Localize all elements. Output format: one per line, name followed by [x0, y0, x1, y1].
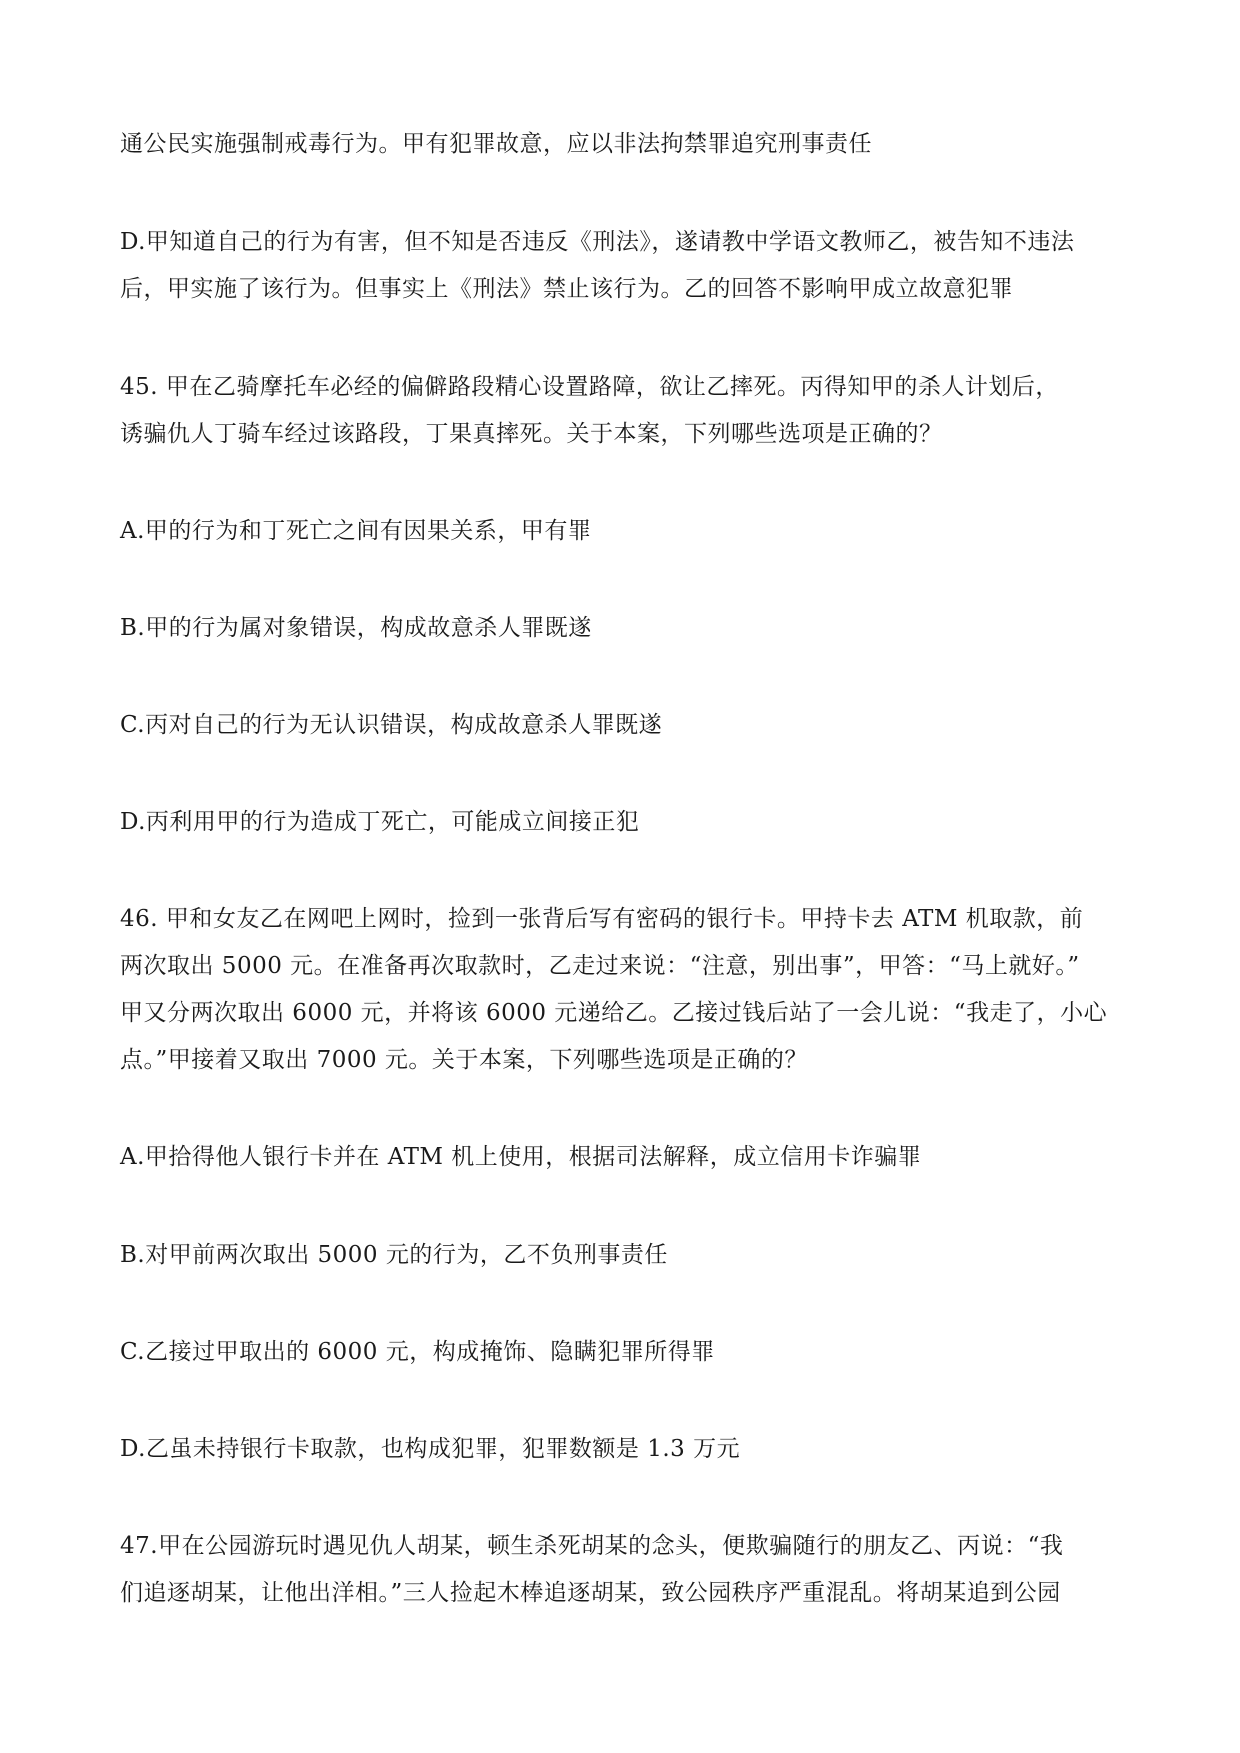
- text-line: 们追逐胡某，让他出洋相。”三人捡起木棒追逐胡某，致公园秩序严重混乱。将胡某追到公园: [120, 1580, 1061, 1606]
- text-line: 两次取出 5000 元。在准备再次取款时，乙走过来说：“注意，别出事”，甲答：“马上就好。”: [120, 953, 1080, 979]
- option-a-line: A.甲拾得他人银行卡并在 ATM 机上使用，根据司法解释，成立信用卡诈骗罪: [120, 1144, 922, 1170]
- option-a-line: A.甲的行为和丁死亡之间有因果关系，甲有罪: [120, 518, 592, 544]
- option-c-line: C.丙对自己的行为无认识错误，构成故意杀人罪既遂: [120, 712, 663, 738]
- text-line: 甲又分两次取出 6000 元，并将该 6000 元递给乙。乙接过钱后站了一会儿说：“我走了，小心: [120, 1000, 1108, 1026]
- option-d-line: D.丙利用甲的行为造成丁死亡，可能成立间接正犯: [120, 809, 640, 835]
- text-line: D.甲知道自己的行为有害，但不知是否违反《刑法》，遂请教中学语文教师乙，被告知不违法: [120, 229, 1075, 255]
- option-b-line: B.对甲前两次取出 5000 元的行为，乙不负刑事责任: [120, 1242, 668, 1268]
- option-d-line: D.乙虽未持银行卡取款，也构成犯罪，犯罪数额是 1.3 万元: [120, 1436, 741, 1462]
- question-45-line: 45. 甲在乙骑摩托车必经的偏僻路段精心设置路障，欲让乙摔死。丙得知甲的杀人计划后，: [120, 374, 1059, 400]
- question-46-line: 46. 甲和女友乙在网吧上网时，捡到一张背后写有密码的银行卡。甲持卡去 ATM 机取款，前: [120, 906, 1084, 932]
- text-line: 后，甲实施了该行为。但事实上《刑法》禁止该行为。乙的回答不影响甲成立故意犯罪: [120, 276, 1013, 302]
- option-c-line: C.乙接过甲取出的 6000 元，构成掩饰、隐瞒犯罪所得罪: [120, 1339, 715, 1365]
- option-b-line: B.甲的行为属对象错误，构成故意杀人罪既遂: [120, 615, 592, 641]
- text-line: 诱骗仇人丁骑车经过该路段，丁果真摔死。关于本案，下列哪些选项是正确的？: [120, 421, 943, 447]
- text-line: 点。”甲接着又取出 7000 元。关于本案，下列哪些选项是正确的？: [120, 1047, 808, 1073]
- question-47-line: 47.甲在公园游玩时遇见仇人胡某，顿生杀死胡某的念头，便欺骗随行的朋友乙、丙说：“我: [120, 1533, 1064, 1559]
- text-line: 通公民实施强制戒毒行为。甲有犯罪故意，应以非法拘禁罪追究刑事责任: [120, 131, 872, 157]
